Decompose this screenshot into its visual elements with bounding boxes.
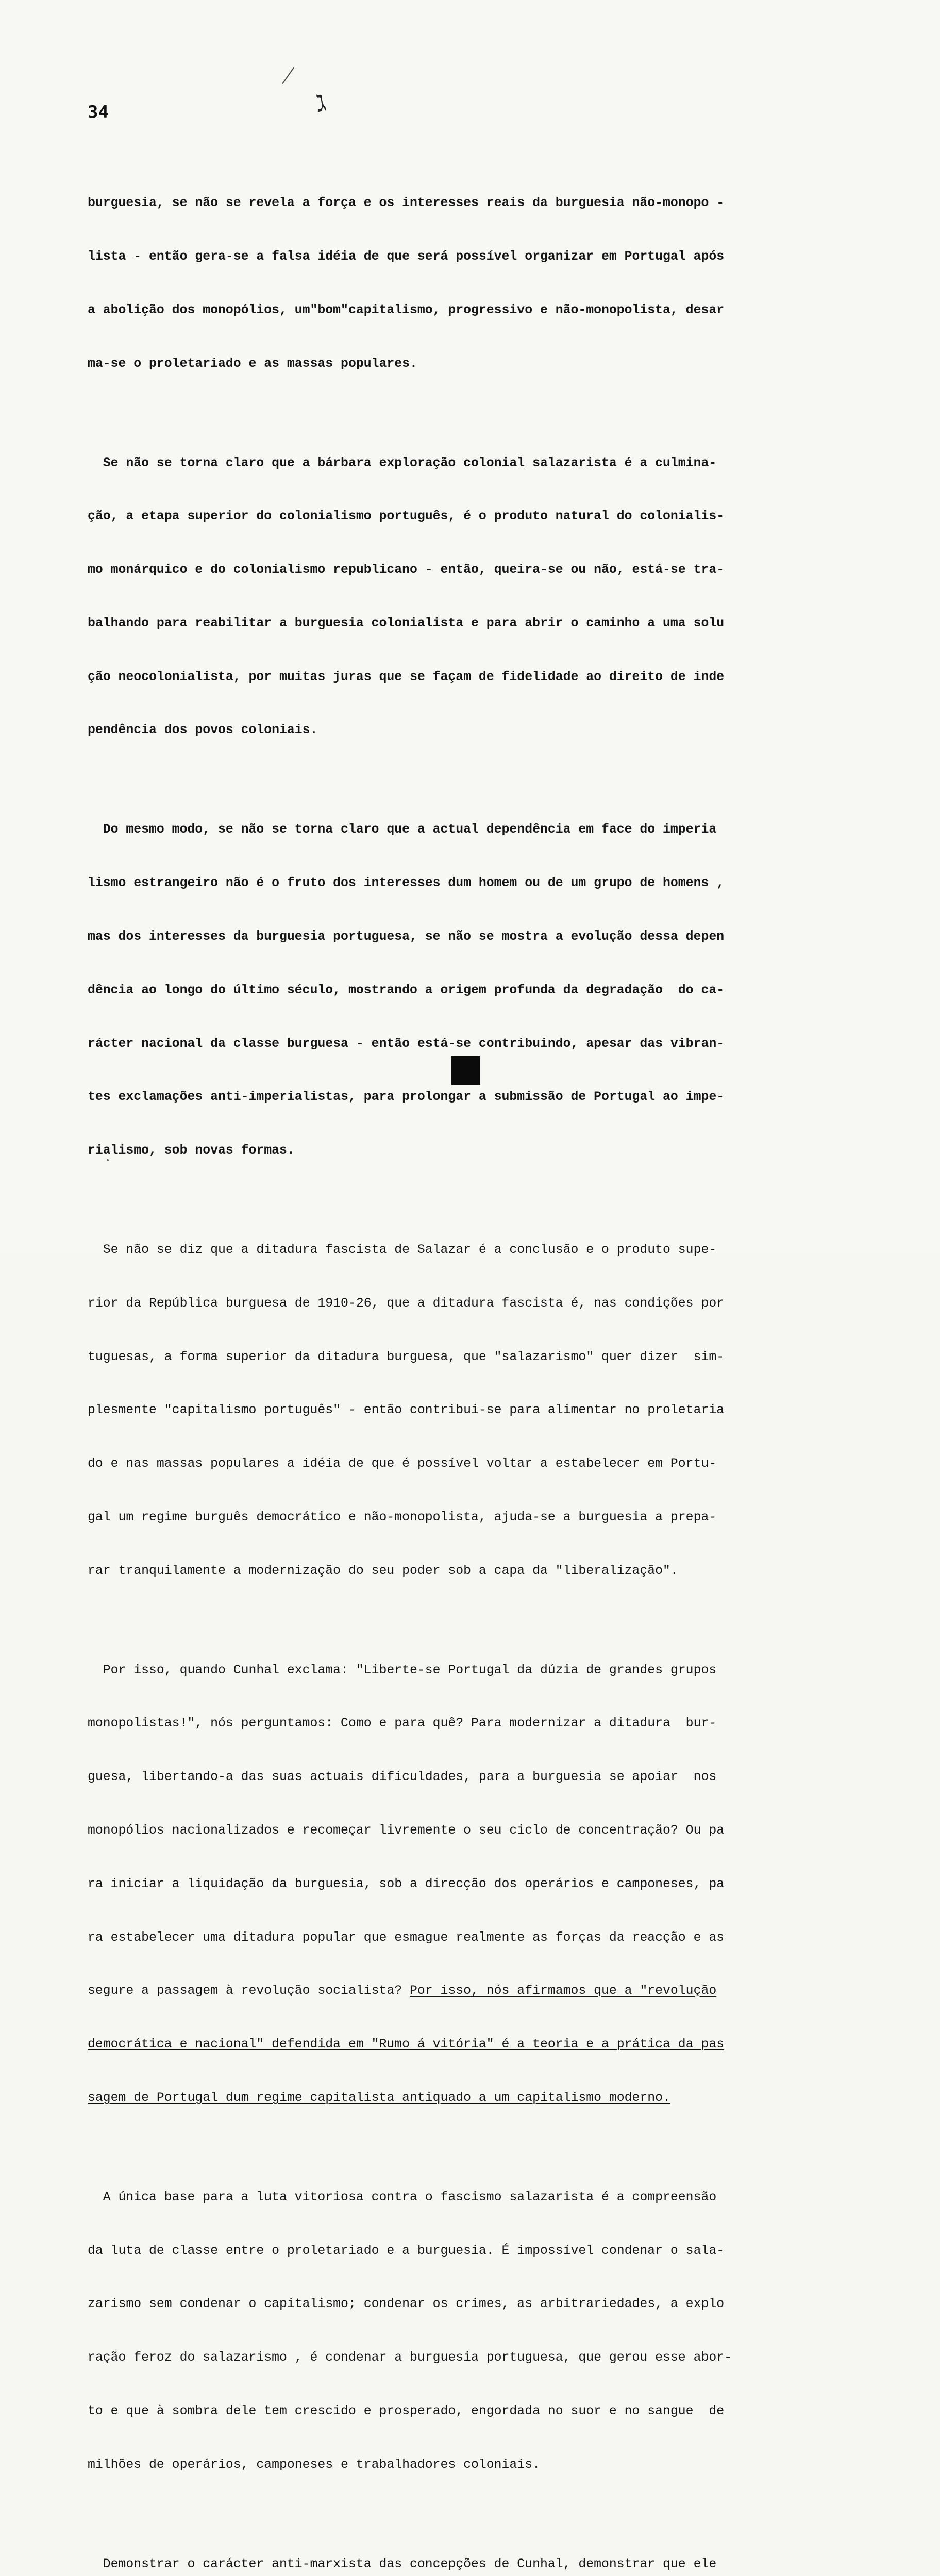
scan-speck <box>107 1159 109 1161</box>
body-text <box>88 159 831 2576</box>
pencil-tick-mark <box>282 67 294 84</box>
text-line: tuguesas, a forma superior da ditadura burguesa, que "salazarismo" quer dizer sim- <box>88 1349 725 1364</box>
text-line: ma-se o proletariado e as massas populares. <box>88 356 417 371</box>
text-line: Do mesmo modo, se não se torna claro que a actual dependência em face do imperia <box>88 822 717 837</box>
paragraph-7 <box>88 2520 831 2576</box>
text-line: ra iniciar a liquidação da burguesia, sob a direcção dos operários e camponeses, pa <box>88 1876 725 1891</box>
text-line: ção, a etapa superior do colonialismo português, é o produto natural do colonialis- <box>88 509 725 524</box>
text-line: ção neocolonialista, por muitas juras que se façam de fidelidade ao direito de inde <box>88 669 725 684</box>
text-line: rar tranquilamente a modernização do seu poder sob a capa da "liberalização". <box>88 1563 678 1578</box>
text-line: guesa, libertando-a das suas actuais dificuldades, para a burguesia se apoiar nos <box>88 1770 717 1785</box>
text-line: Se não se torna claro que a bárbara exploração colonial salazarista é a culmina- <box>88 455 717 470</box>
text-line: ração feroz do salazarismo , é condenar a burguesia portuguesa, que gerou esse abor- <box>88 2350 732 2365</box>
text-line: monopolistas!", nós perguntamos: Como e para quê? Para modernizar a ditadura bur- <box>88 1716 717 1731</box>
text-segment: segure a passagem à revolução socialista? <box>88 1984 410 1998</box>
paragraph-3 <box>88 785 831 1195</box>
text-line: a abolição dos monopólios, um"bom"capitalismo, progressivo e não-monopolista, desar <box>88 302 725 317</box>
paragraph-5 <box>88 1626 831 2143</box>
text-line: balhando para reabilitar a burguesia colonialista e para abrir o caminho a uma solu <box>88 616 725 631</box>
paragraph-4 <box>88 1206 831 1616</box>
underlined-line: democrática e nacional" defendida em "Rumo á vitória" é a teoria e a prática da pas <box>88 2037 725 2052</box>
text-line: gal um regime burguês democrático e não-monopolista, ajuda-se a burguesia a prepa- <box>88 1510 717 1524</box>
handwritten-mark: ג <box>312 82 329 120</box>
text-line: da luta de classe entre o proletariado e a burguesia. É impossível condenar o sala- <box>88 2243 725 2258</box>
text-line: rior da República burguesa de 1910-26, que a ditadura fascista é, nas condições por <box>88 1296 725 1311</box>
text-line: Se não se diz que a ditadura fascista de Salazar é a conclusão e o produto supe- <box>88 1243 717 1258</box>
text-line: Demonstrar o carácter anti-marxista das concepções de Cunhal, demonstrar que ele <box>88 2556 717 2571</box>
text-line: A única base para a luta vitoriosa contra o fascismo salazarista é a compreensão <box>88 2190 717 2205</box>
text-line: mo monárquico e do colonialismo republicano - então, queira-se ou não, está-se tra- <box>88 563 725 578</box>
text-line: lista - então gera-se a falsa idéia de que será possível organizar em Portugal após <box>88 249 725 264</box>
underlined-segment: Por isso, nós afirmamos que a "revolução <box>409 1984 717 1998</box>
text-line: Por isso, quando Cunhal exclama: "Liberte-se Portugal da dúzia de grandes grupos <box>88 1663 717 1677</box>
text-line: do e nas massas populares a idéia de que é possível voltar a estabelecer em Portu- <box>88 1456 717 1471</box>
text-line: plesmente "capitalismo português" - então contribui-se para alimentar no proletaria <box>88 1403 725 1418</box>
text-line: burguesia, se não se revela a força e os interesses reais da burguesia não-monopo - <box>88 196 725 211</box>
text-line: tes exclamações anti-imperialistas, para prolongar a submissão de Portugal ao impe- <box>88 1090 725 1105</box>
text-line: monopólios nacionalizados e recomeçar livremente o seu ciclo de concentração? Ou pa <box>88 1823 725 1838</box>
text-line: ra estabelecer uma ditadura popular que esmague realmente as forças da reacção e as <box>88 1930 725 1945</box>
text-line: mas dos interesses da burguesia portuguesa, se não se mostra a evolução dessa depen <box>88 929 725 944</box>
end-mark-square-icon <box>451 1056 480 1085</box>
text-line-mixed <box>88 1982 831 2000</box>
page-number: 34 <box>88 102 109 123</box>
paragraph-6 <box>88 2153 831 2510</box>
text-line: rialismo, sob novas formas. <box>88 1143 295 1158</box>
text-line: lismo estrangeiro não é o fruto dos interesses dum homem ou de um grupo de homens , <box>88 876 725 891</box>
text-line: dência ao longo do último século, mostrando a origem profunda da degradação do ca- <box>88 982 725 997</box>
text-line: milhões de operários, camponeses e trabalhadores coloniais. <box>88 2457 540 2472</box>
underlined-line: sagem de Portugal dum regime capitalista antiquado a um capitalismo moderno. <box>88 2090 670 2105</box>
text-line: to e que à sombra dele tem crescido e prosperado, engordada no suor e no sangue de <box>88 2404 725 2419</box>
paragraph-1 <box>88 159 831 408</box>
text-line: zarismo sem condenar o capitalismo; condenar os crimes, as arbitrariedades, a explo <box>88 2297 725 2312</box>
text-line: pendência dos povos coloniais. <box>88 723 318 738</box>
paragraph-2 <box>88 418 831 775</box>
text-line: rácter nacional da classe burguesa - então está-se contribuindo, apesar das vibran- <box>88 1036 725 1051</box>
